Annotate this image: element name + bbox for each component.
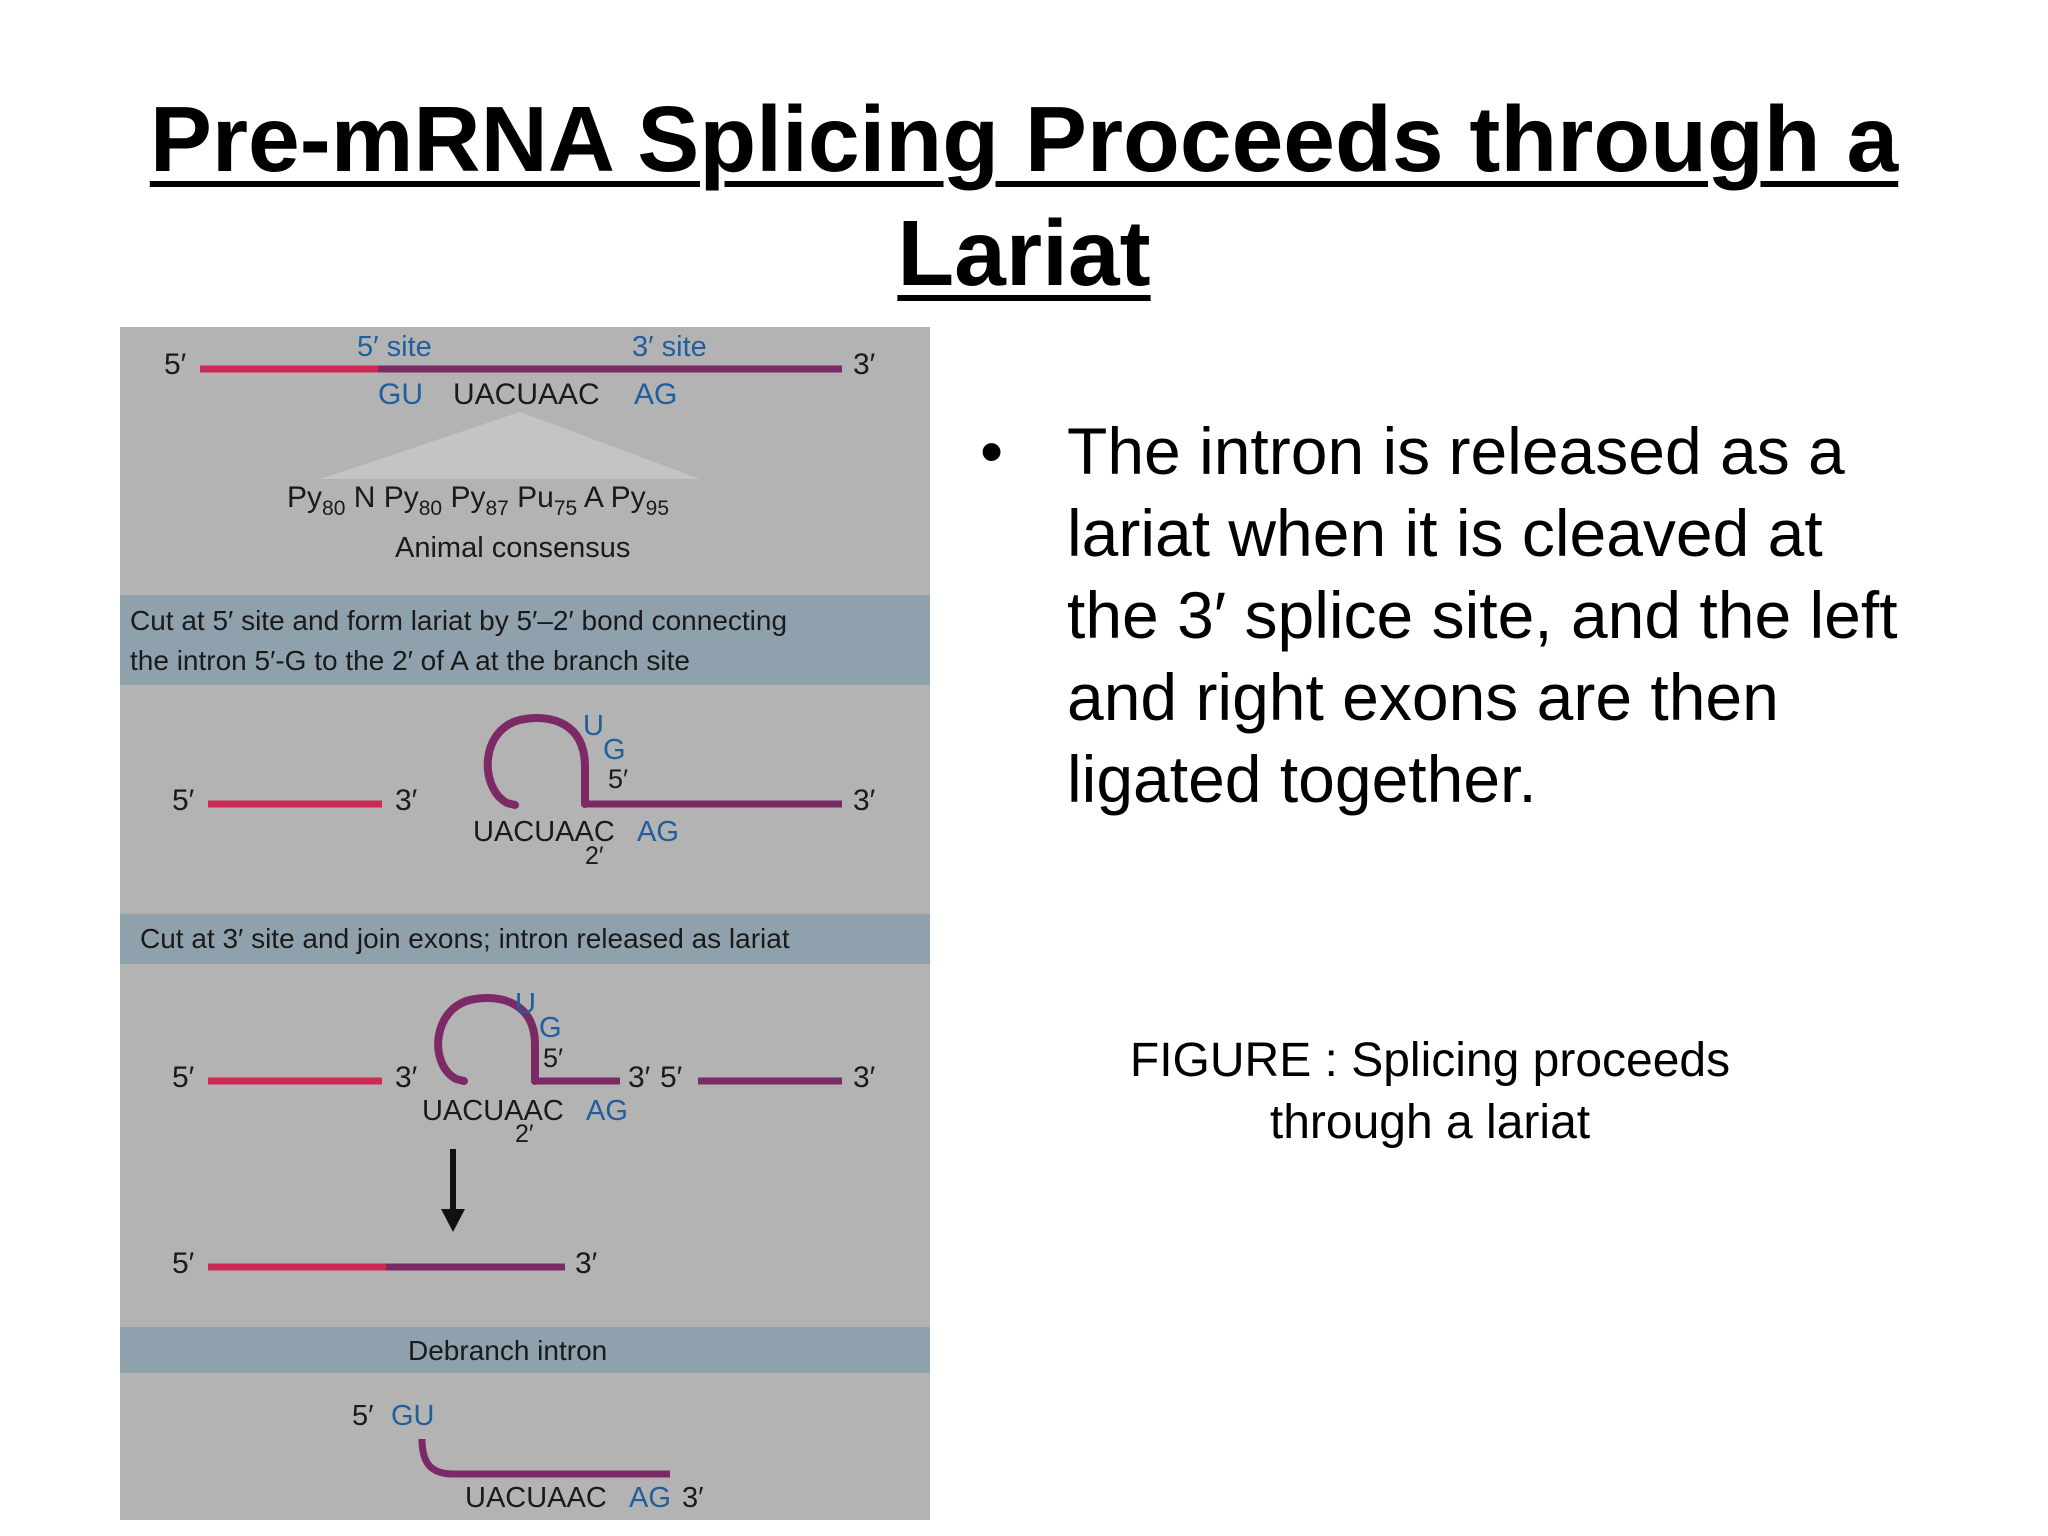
title-line-2: Lariat [897, 201, 1151, 305]
step1-line2: the intron 5′-G to the 2′ of A at the branch site [130, 645, 690, 676]
caption-line-1: FIGURE : Splicing proceeds [1129, 1034, 1731, 1087]
consensus-sequence: $Py_{80}$ N $Py_{80}$ $Py_{87}$ $Pu_{75}$ A $Py_{95}$ [287, 481, 669, 520]
s3-exon2-3prime: 3′ [853, 1061, 876, 1094]
s3-intron-3prime: 3′ [628, 1061, 651, 1094]
ag-label: AG [634, 378, 678, 411]
s3-branch-sequence: UACUAAC [422, 1095, 564, 1127]
s2-g-label: G [603, 734, 626, 766]
bullet-line-2: lariat when it is cleaved at [1067, 496, 1823, 570]
s2-ag-label: AG [637, 816, 679, 848]
three-site-label: 3′ site [632, 331, 707, 363]
step1-line1: Cut at 5′ site and form lariat by 5′–2′ bond connecting [130, 605, 788, 636]
s5-3prime: 3′ [682, 1482, 704, 1514]
s2-branch-sequence: UACUAAC [473, 816, 615, 848]
step2-text: Cut at 3′ site and join exons; intron released as lariat [140, 923, 790, 954]
bullet-point [980, 410, 2020, 820]
s3-exon1-3prime: 3′ [395, 1061, 418, 1094]
five-site-label: 5′ site [357, 331, 432, 363]
s5-ag-label: AG [629, 1482, 671, 1514]
consensus-caption: Animal consensus [395, 532, 631, 564]
bullet-marker: • [980, 414, 1004, 488]
s4-5prime: 5′ [172, 1247, 195, 1280]
s2-exon1-5prime: 5′ [172, 784, 195, 817]
s2-exon1-3prime: 3′ [395, 784, 418, 817]
slide-title [0, 82, 2048, 310]
bullet-line-4: and right exons are then [1067, 660, 1779, 734]
step3-text: Debranch intron [408, 1335, 608, 1366]
pre-mrna-3prime: 3′ [853, 348, 876, 381]
bullet-line-3: the 3′ splice site, and the left [1067, 578, 1898, 652]
s5-5prime: 5′ [352, 1400, 374, 1432]
figure-caption [1030, 1030, 1830, 1154]
s3-5prime-bond: 5′ [543, 1043, 564, 1073]
s4-3prime: 3′ [575, 1247, 598, 1280]
s2-2prime-label: 2′ [585, 842, 604, 870]
splicing-diagram [120, 327, 930, 1520]
pre-mrna-5prime: 5′ [164, 348, 187, 381]
s3-u-label: U [515, 988, 536, 1020]
bullet-line-1: The intron is released as a [1067, 414, 1845, 488]
bullet-line-5: ligated together. [1067, 742, 1537, 816]
title-line-1: Pre-mRNA Splicing Proceeds through a [149, 87, 1899, 191]
s3-2prime-label: 2′ [515, 1120, 534, 1148]
s2-exon2-3prime: 3′ [853, 784, 876, 817]
s5-branch-sequence: UACUAAC [465, 1482, 607, 1514]
caption-line-2: through a lariat [1269, 1096, 1591, 1149]
s2-5prime-bond: 5′ [608, 764, 629, 794]
s2-u-label: U [583, 710, 604, 742]
s3-exon1-5prime: 5′ [172, 1061, 195, 1094]
branch-sequence: UACUAAC [453, 378, 600, 411]
bullet-text [1067, 410, 2020, 820]
gu-label: GU [378, 378, 423, 411]
s3-exon2-5prime: 5′ [660, 1061, 683, 1094]
s3-g-label: G [539, 1012, 562, 1044]
s3-ag-label: AG [586, 1095, 628, 1127]
s5-gu-label: GU [391, 1400, 435, 1432]
